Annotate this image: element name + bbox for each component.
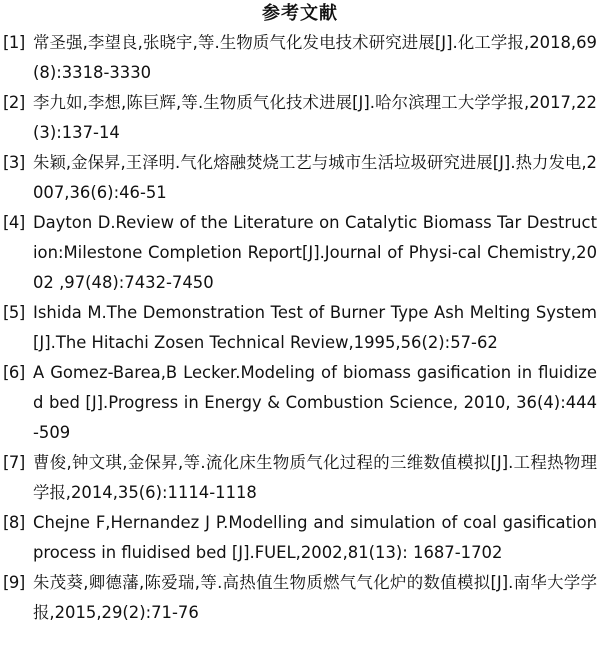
- reference-text: Ishida M.The Demonstration Test of Burner Type Ash Melting System[J].The Hitachi Zosen Technical Review,1995,56(2):57-62: [33, 303, 597, 352]
- reference-list: [3, 28, 597, 628]
- reference-item: [3, 88, 597, 148]
- reference-number: [2]: [3, 93, 25, 112]
- reference-number: [9]: [3, 573, 25, 592]
- references-title: 参考文献: [262, 3, 338, 24]
- reference-item: [3, 448, 597, 508]
- reference-item: [3, 208, 597, 298]
- reference-item: [3, 508, 597, 568]
- reference-number: [6]: [3, 363, 25, 382]
- reference-number: [1]: [3, 33, 25, 52]
- reference-number: [4]: [3, 213, 25, 232]
- reference-text: 朱茂葵,卿德藩,陈爱瑞,等.高热值生物质燃气气化炉的数值模拟[J].南华大学学报,2015,29(2):71-76: [33, 573, 597, 622]
- reference-item: [3, 148, 597, 208]
- reference-number: [3]: [3, 153, 25, 172]
- reference-text: 曹俊,钟文琪,金保昇,等.流化床生物质气化过程的三维数值模拟[J].工程热物理学报,2014,35(6):1114-1118: [33, 453, 597, 502]
- reference-number: [7]: [3, 453, 25, 472]
- reference-text: Dayton D.Review of the Literature on Catalytic Biomass Tar Destruction:Milestone Completion Report[J].Journal of Physi-cal Chemistry,2002 ,97(48):7432-7450: [33, 213, 597, 292]
- reference-number: [8]: [3, 513, 25, 532]
- reference-item: [3, 358, 597, 448]
- reference-number: [5]: [3, 303, 25, 322]
- reference-text: Chejne F,Hernandez J P.Modelling and simulation of coal gasification process in fluidised bed [J].FUEL,2002,81(13): 1687-1702: [33, 513, 597, 562]
- reference-item: [3, 568, 597, 628]
- reference-text: A Gomez-Barea,B Lecker.Modeling of biomass gasification in fluidized bed [J].Progress in Energy & Combustion Science, 2010, 36(4):444-509: [33, 363, 597, 442]
- reference-text: 常圣强,李望良,张晓宇,等.生物质气化发电技术研究进展[J].化工学报,2018,69(8):3318-3330: [33, 33, 597, 82]
- reference-item: [3, 28, 597, 88]
- reference-text: 朱颖,金保昇,王泽明.气化熔融焚烧工艺与城市生活垃圾研究进展[J].热力发电,2007,36(6):46-51: [33, 153, 597, 202]
- reference-item: [3, 298, 597, 358]
- reference-text: 李九如,李想,陈巨辉,等.生物质气化技术进展[J].哈尔滨理工大学学报,2017,22(3):137-14: [33, 93, 597, 142]
